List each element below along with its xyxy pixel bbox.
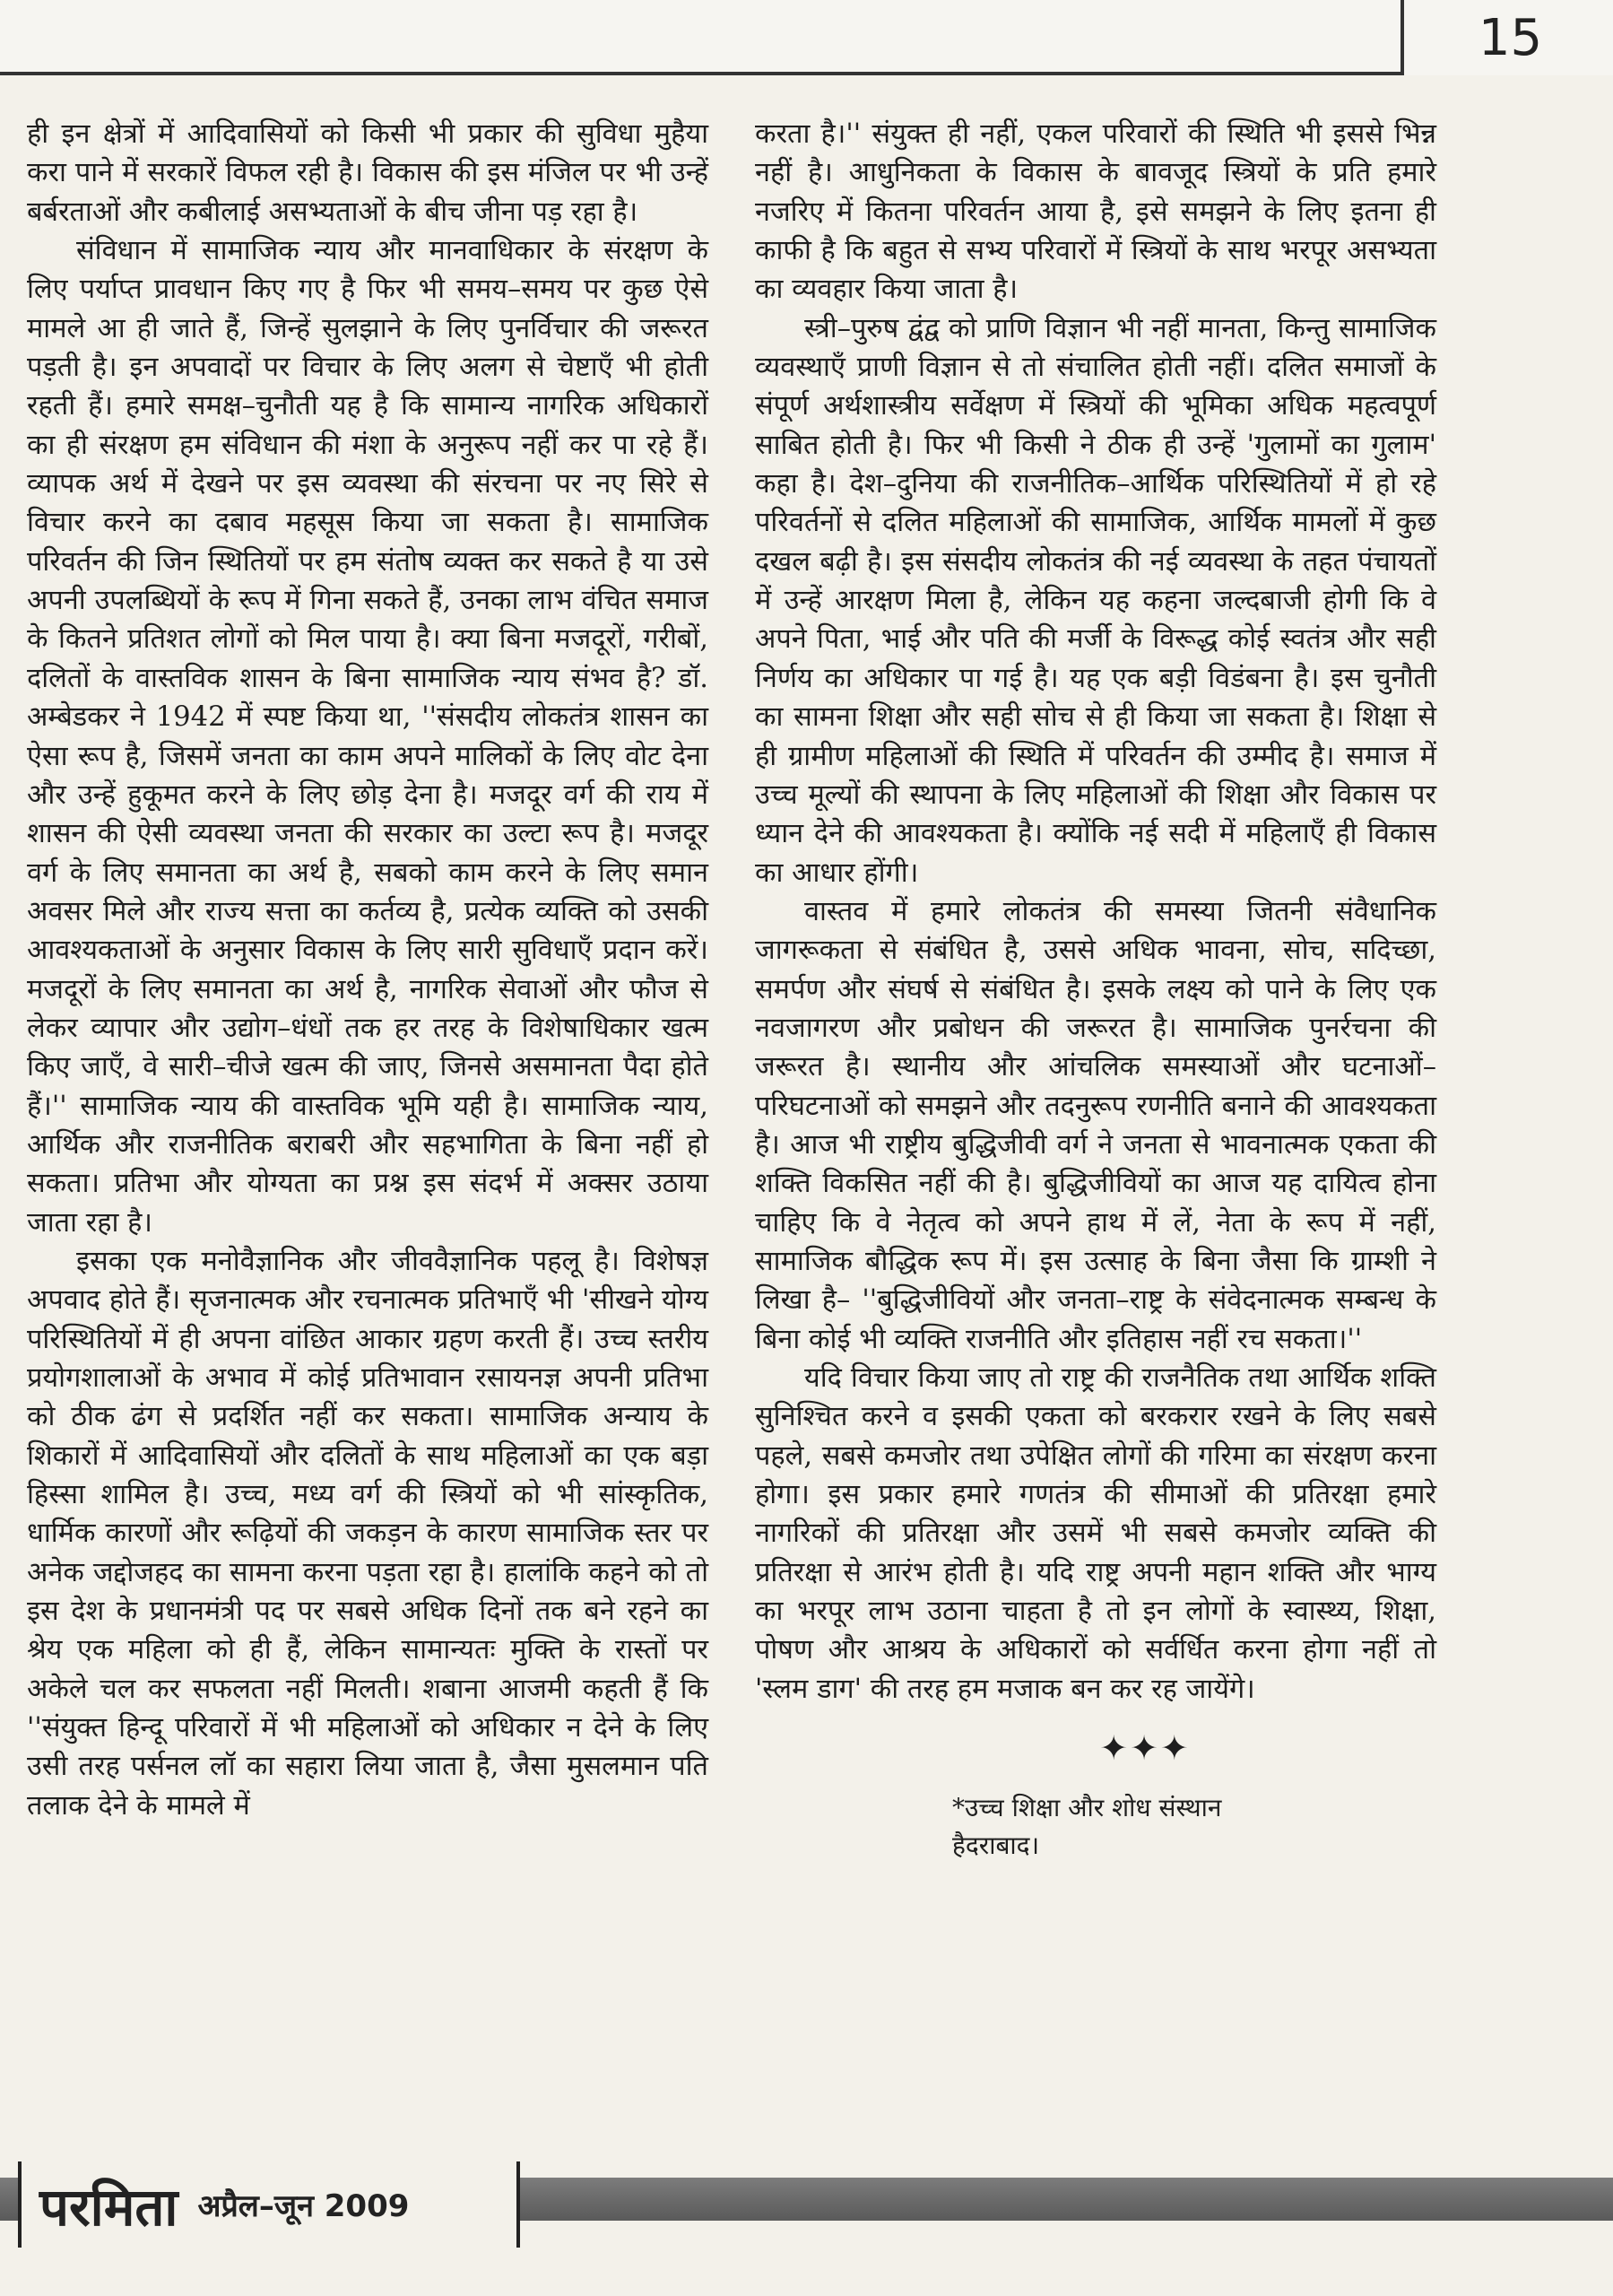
footer [18,2161,520,2248]
paragraph: करता है।'' संयुक्त ही नहीं, एकल परिवारों की स्थिति भी इससे भिन्न नहीं है। आधुनिकता के विकास के बावजूद स्त्रियों के प्रति हमारे नजरिए में कितना परिवर्तन आया है, इसे समझने के लिए इतना ही काफी है कि बहुत से सभ्य परिवारों में स्त्रियों के साथ भरपूर असभ्यता का व्यवहार किया जाता है। [755,118,1436,306]
header-rule [0,72,1403,75]
author-affiliation [755,1789,1436,1865]
end-ornament: ✦✦✦ [1099,1728,1191,1769]
page-number: 15 [1401,0,1613,75]
affiliation-institute: *उच्च शिक्षा और शोध संस्थान [952,1792,1222,1822]
issue-date: अप्रैल–जून 2009 [197,2188,410,2224]
paragraph: ही इन क्षेत्रों में आदिवासियों को किसी भी प्रकार की सुविधा मुहैया करा पाने में सरकारें विफल रही है। विकास की इस मंजिल पर भी उन्हें बर्बरताओं और कबीलाई असभ्यताओं के बीच जीना पड़ रहा है। [27,118,708,228]
header-band [0,0,1613,74]
paragraph: इसका एक मनोवैज्ञानिक और जीववैज्ञानिक पहलू है। विशेषज्ञ अपवाद होते हैं। सृजनात्मक और रचनात्मक प्रतिभाएँ भी 'सीखने योग्य परिस्थितियों में ही अपना वांछित आकार ग्रहण करती हैं। उच्च स्तरीय प्रयोगशालाओं के अभाव में कोई प्रतिभावान रसायनज्ञ अपनी प्रतिभा को ठीक ढंग से प्रदर्शित नहीं कर सकता। सामाजिक अन्याय के शिकारों में आदिवासियों और दलितों के साथ महिलाओं का एक बड़ा हिस्सा शामिल है। उच्च, मध्य वर्ग की स्त्रियों को भी सांस्कृतिक, धार्मिक कारणों और रूढ़ियों की जकड़न के कारण सामाजिक स्तर पर अनेक जद्दोजहद का सामना करना पड़ता रहा है। हालांकि कहने को तो इस देश के प्रधानमंत्री पद पर सबसे अधिक दिनों तक बने रहने का श्रेय एक महिला को ही हैं, लेकिन सामान्यतः मुक्ति के रास्तों पर अकेले चल कर सफलता नहीं मिलती। शबाना आजमी कहती हैं कि ''संयुक्त हिन्दू परिवारों में भी महिलाओं को अधिकार न देने के लिए उसी तरह पर्सनल लॉ का सहारा लिया जाता है, जैसा मुसलमान पति तलाक देने के मामले में [27,1245,708,1822]
affiliation-city: हैदराबाद। [952,1830,1040,1860]
paragraph: स्त्री–पुरुष द्वंद्व को प्राणि विज्ञान भी नहीं मानता, किन्तु सामाजिक व्यवस्थाएँ प्राणी विज्ञान से तो संचालित होती नहीं। दलित समाजों के संपूर्ण अर्थशास्त्रीय सर्वेक्षण में स्त्रियों की भूमिका अधिक महत्वपूर्ण साबित होती है। फिर भी किसी ने ठीक ही उन्हें 'गुलामों का गुलाम' कहा है। देश–दुनिया की राजनीतिक–आर्थिक परिस्थितियों में हो रहे परिवर्तनों से दलित महिलाओं की सामाजिक, आर्थिक मामलों में कुछ दखल बढ़ी है। इस संसदीय लोकतंत्र की नई व्यवस्था के तहत पंचायतों में उन्हें आरक्षण मिला है, लेकिन यह कहना जल्दबाजी होगी कि वे अपने पिता, भाई और पति की मर्जी के विरूद्ध कोई स्वतंत्र और सही निर्णय का अधिकार पा गई है। यह एक बड़ी विडंबना है। इस चुनौती का सामना शिक्षा और सही सोच से ही किया जा सकता है। शिक्षा से ही ग्रामीण महिलाओं की स्थिति में परिवर्तन की उम्मीद है। समाज में उच्च मूल्यों की स्थापना के लिए महिलाओं की शिक्षा और विकास पर ध्यान देने की आवश्यकता है। क्योंकि नई सदी में महिलाएँ ही विकास का आधार होंगी। [755,312,1436,889]
paragraph: यदि विचार किया जाए तो राष्ट्र की राजनैतिक तथा आर्थिक शक्ति सुनिश्चित करने व इसकी एकता को बरकरार रखने के लिए सबसे पहले, सबसे कमजोर तथा उपेक्षित लोगों की गरिमा का संरक्षण करना होगा। इस प्रकार हमारे गणतंत्र की सीमाओं की प्रतिरक्षा हमारे नागरिकों की प्रतिरक्षा और उसमें भी सबसे कमजोर व्यक्ति की प्रतिरक्षा से आरंभ होती है। यदि राष्ट्र अपनी महान शक्ति और भाग्य का भरपूर लाभ उठाना चाहता है तो इन लोगों के स्वास्थ्य, शिक्षा, पोषण और आश्रय के अधिकारों को सर्वर्धित करना होगा नहीं तो 'स्लम डाग' की तरह हम मजाक बन कर रह जायेंगे। [755,1362,1436,1705]
magazine-name: परमिता [39,2176,178,2238]
right-column [755,115,1436,1865]
left-column [27,115,708,1825]
paragraph: वास्तव में हमारे लोकतंत्र की समस्या जितनी संवैधानिक जागरूकता से संबंधित है, उससे अधिक भावना, सोच, सदिच्छा, समर्पण और संघर्ष से संबंधित है। इसके लक्ष्य को पाने के लिए एक नवजागरण और प्रबोधन की जरूरत है। सामाजिक पुनर्रचना की जरूरत है। स्थानीय और आंचलिक समस्याओं और घटनाओं–परिघटनाओं को समझने और तदनुरूप रणनीति बनाने की आवश्यकता है। आज भी राष्ट्रीय बुद्धिजीवी वर्ग ने जनता से भावनात्मक एकता की शक्ति विकसित नहीं की है। बुद्धिजीवियों का आज यह दायित्व होना चाहिए कि वे नेतृत्व को अपने हाथ में लें, नेता के रूप में नहीं, सामाजिक बौद्धिक रूप में। इस उत्साह के बिना जैसा कि ग्राम्शी ने लिखा है– ''बुद्धिजीवियों और जनता–राष्ट्र के संवेदनात्मक सम्बन्ध के बिना कोई भी व्यक्ति राजनीति और इतिहास नहीं रच सकता।'' [755,895,1436,1355]
paragraph: संविधान में सामाजिक न्याय और मानवाधिकार के संरक्षण के लिए पर्याप्त प्रावधान किए गए है फिर भी समय–समय पर कुछ ऐसे मामले आ ही जाते हैं, जिन्हें सुलझाने के लिए पुनर्विचार की जरूरत पड़ती है। इन अपवादों पर विचार के लिए अलग से चेष्टाएँ भी होती रहती हैं। हमारे समक्ष–चुनौती यह है कि सामान्य नागरिक अधिकारों का ही संरक्षण हम संविधान की मंशा के अनुरूप नहीं कर पा रहे हैं। व्यापक अर्थ में देखने पर इस व्यवस्था की संरचना पर नए सिरे से विचार करने का दबाव महसूस किया जा सकता है। सामाजिक परिवर्तन की जिन स्थितियों पर हम संतोष व्यक्त कर सकते है या उसे अपनी उपलब्धियों के रूप में गिना सकते हैं, उनका लाभ वंचित समाज के कितने प्रतिशत लोगों को मिल पाया है। क्या बिना मजदूरों, गरीबों, दलितों के वास्तविक शासन के बिना सामाजिक न्याय संभव है? डॉ. अम्बेडकर ने 1942 में स्पष्ट किया था, ''संसदीय लोकतंत्र शासन का ऐसा रूप है, जिसमें जनता का काम अपने मालिकों के लिए वोट देना और उन्हें हुकूमत करने के लिए छोड़ देना है। मजदूर वर्ग की राय में शासन की ऐसी व्यवस्था जनता की सरकार का उल्टा रूप है। मजदूर वर्ग के लिए समानता का अर्थ है, सबको काम करने के लिए समान अवसर मिले और राज्य सत्ता का कर्तव्य है, प्रत्येक व्यक्ति को उसकी आवश्यकताओं के अनुसार विकास के लिए सारी सुविधाएँ प्रदान करें। मजदूरों के लिए समानता का अर्थ है, नागरिक सेवाओं और फौज से लेकर व्यापार और उद्योग–धंधों तक हर तरह के विशेषाधिकार खत्म किए जाएँ, वे सारी–चीजे खत्म की जाए, जिनसे असमानता पैदा होते हैं।'' सामाजिक न्याय की वास्तविक भूमि यही है। सामाजिक न्याय, आर्थिक और राजनीतिक बराबरी और सहभागिता के बिना नहीं हो सकता। प्रतिभा और योग्यता का प्रश्न इस संदर्भ में अक्सर उठाया जाता रहा है। [27,235,709,1239]
